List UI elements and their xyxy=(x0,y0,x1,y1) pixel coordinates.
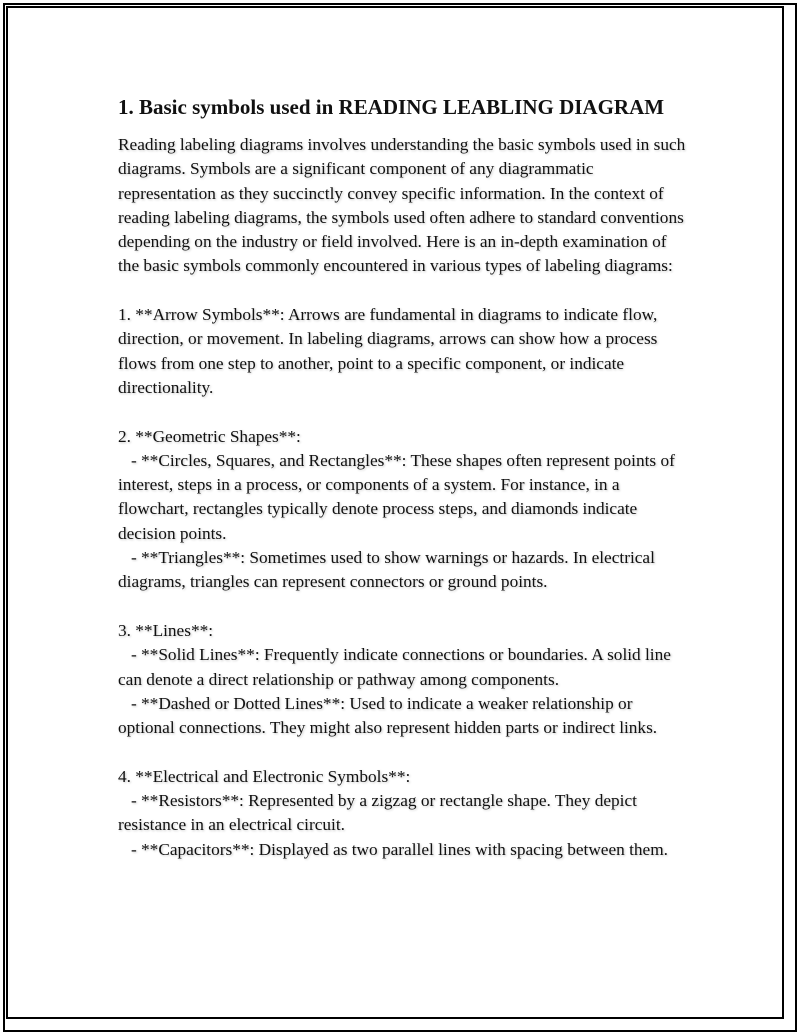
document-content xyxy=(118,93,690,862)
body-text: Reading labeling diagrams involves understanding the basic symbols used in such diagrams. Symbols are a significant component of any diagrammatic representation as they succinctly convey specific information. In the context of reading labeling diagrams, the symbols used often adhere to standard conventions depending on the industry or field involved. Here is an in-depth examination of the basic symbols commonly encountered in various types of labeling diagrams: 1. **Arrow Symbols**: Arrows are fundamental in diagrams to indicate flow, direction, or movement. In labeling diagrams, arrows can show how a process flows from one step to another, point to a specific component, or indicate directionality. 2. **Geometric Shapes**: - **Circles, Squares, and Rectangles**: These shapes often represent points of interest, steps in a process, or components of a system. For instance, in a flowchart, rectangles typically denote process steps, and diamonds indicate decision points. - **Triangles**: Sometimes used to show warnings or hazards. In electrical diagrams, triangles can represent connectors or ground points. 3. **Lines**: - **Solid Lines**: Frequently indicate connections or boundaries. A solid line can denote a direct relationship or pathway among components. - **Dashed or Dotted Lines**: Used to indicate a weaker relationship or optional connections. They might also represent hidden parts or indirect links. 4. **Electrical and Electronic Symbols**: - **Resistors**: Represented by a zigzag or rectangle shape. They depict resistance in an electrical circuit. - **Capacitors**: Displayed as two parallel lines with spacing between them. xyxy=(118,135,686,859)
section-heading: 1. Basic symbols used in READING LEABLING DIAGRAM xyxy=(118,95,665,119)
